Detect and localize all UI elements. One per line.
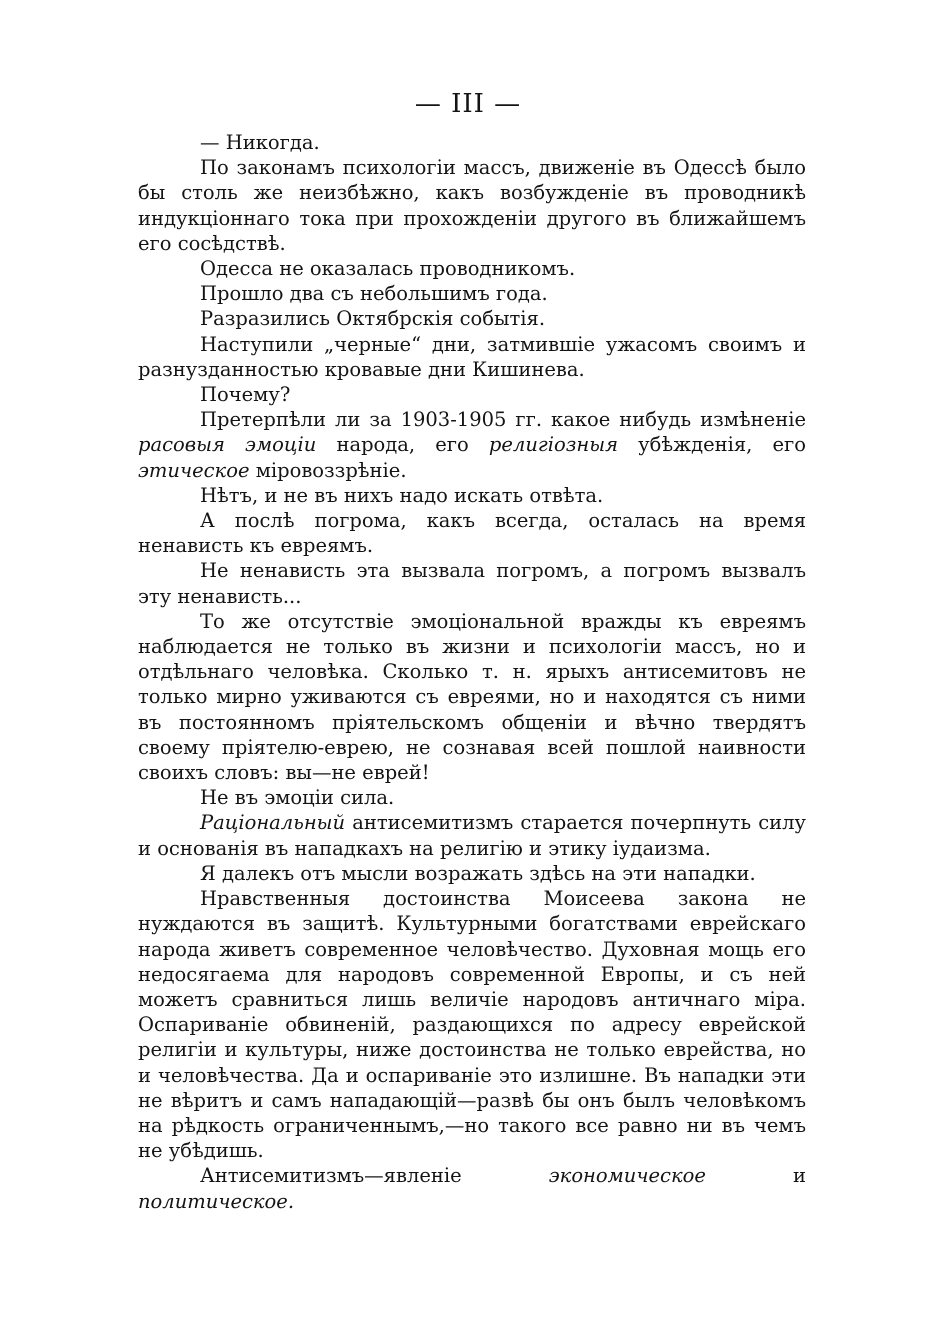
italic-run: политическое. — [138, 1189, 295, 1213]
paragraph: По законамъ психологіи массъ, движеніе въ Одессѣ было бы столь же неизбѣжно, какъ возбужденіе въ проводникѣ индукціоннаго тока при прохожденіи другого въ ближайшемъ его сосѣдствѣ. — [138, 156, 806, 255]
page-number: — III — — [414, 89, 522, 119]
paragraph — [138, 810, 806, 860]
paragraph: Прошло два съ небольшимъ года. — [200, 282, 548, 306]
text-run: убѣжденія, его — [618, 433, 806, 457]
paragraph: Нѣтъ, и не въ нихъ надо искать отвѣта. — [200, 483, 604, 507]
paragraph — [138, 1163, 806, 1213]
paragraph — [138, 407, 806, 483]
text-run: и — [705, 1164, 806, 1188]
body-text — [138, 130, 806, 1214]
paragraph: Не ненависть эта вызвала погромъ, а погромъ вызвалъ эту ненависть... — [138, 559, 806, 608]
text-run: міровоззрѣніе. — [249, 458, 407, 482]
paragraph: Разразились Октябрскія событія. — [200, 307, 546, 331]
paragraph: Почему? — [200, 383, 291, 407]
italic-run: религіозныя — [488, 433, 619, 457]
text-run: народа, его — [316, 433, 489, 457]
italic-run: Раціональный — [200, 811, 346, 835]
paragraph: То же отсутствіе эмоціональной вражды къ евреямъ наблюдается не только въ жизни и психологіи массъ, но и отдѣльнаго человѣка. Сколько т. н. ярыхъ антисемитовъ не только мирно уживаются съ евреями, но и находятся съ ними въ постоянномъ пріятельскомъ общеніи и вѣчно твердятъ своему пріятелю-еврею, не сознавая всей пошлой наивности своихъ словъ: вы—не еврей! — [138, 609, 806, 785]
paragraph: А послѣ погрома, какъ всегда, осталась на время ненависть къ евреямъ. — [138, 509, 806, 558]
paragraph: Нравственныя достоинства Моисеева закона не нуждаются въ защитѣ. Культурными богатствами еврейскаго народа живетъ современное человѣчество. Духовная мощь его недосягаема для народовъ современной Европы, и съ ней можетъ сравниться лишь величіе народовъ античнаго міра. Оспариваніе обвиненій, раздающихся по адресу еврейской религіи и культуры, ниже достоинства не только еврейства, но и человѣчества. Да и оспариваніе это излишне. Въ нападки эти не вѣритъ и самъ нападающій—развѣ бы онъ былъ человѣкомъ на рѣдкость ограниченнымъ,—но такого все равно ни въ чемъ не убѣдишь. — [138, 887, 806, 1163]
italic-run: экономическое — [548, 1164, 706, 1188]
text-run: антисемитизмъ старается почерпнуть силу и основанія въ нападкахъ на религію и этику іудаизма. — [138, 811, 806, 860]
paragraph: — Никогда. — [200, 131, 320, 154]
text-run: Антисемитизмъ—явленіе — [200, 1164, 549, 1188]
paragraph: Одесса не оказалась проводникомъ. — [200, 257, 576, 281]
paragraph: Не въ эмоціи сила. — [200, 786, 395, 810]
italic-run: этическое — [138, 458, 250, 482]
italic-run: расовыя эмоціи — [138, 433, 317, 457]
paragraph: Я далекъ отъ мысли возражать здѣсь на эти нападки. — [200, 861, 756, 885]
text-run: Претерпѣли ли за 1903-1905 гг. какое нибудь измѣненіе — [200, 408, 806, 432]
paragraph: Наступили „черные“ дни, затмившіе ужасомъ своимъ и разнузданностью кровавые дни Кишинева. — [138, 332, 806, 381]
